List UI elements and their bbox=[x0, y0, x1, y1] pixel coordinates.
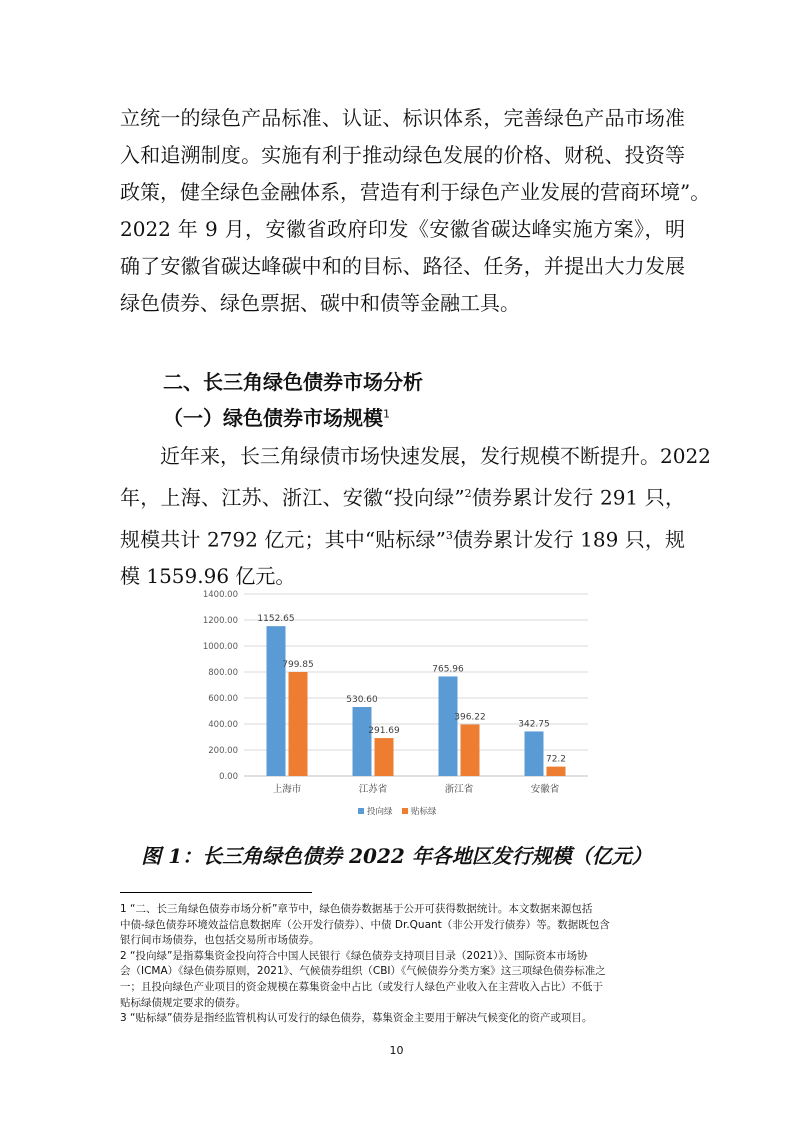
data-label: 342.75 bbox=[518, 719, 550, 730]
text-line: 立统一的绿色产品标准、认证、标识体系，完善绿色产品市场准 bbox=[120, 106, 685, 130]
bar-chart bbox=[200, 586, 595, 826]
body-paragraph-1 bbox=[120, 100, 711, 322]
text-line: 入和追溯制度。实施有利于推动绿色发展的价格、财税、投资等 bbox=[120, 143, 685, 167]
text-segment: 债券累计发行 189 只，规 bbox=[452, 527, 686, 552]
footnote-ref[interactable]: 2 bbox=[464, 487, 472, 500]
data-label: 291.69 bbox=[368, 726, 400, 737]
bar-series1 bbox=[525, 731, 544, 776]
data-label: 530.60 bbox=[346, 695, 378, 706]
footnote-line: 银行间市场债券，也包括交易所市场债券。 bbox=[120, 934, 320, 947]
footnote-line: 中债-绿色债券环境效益信息数据库（公开发行债券）、中债 Dr.Quant（非公开发行债券）等。数据既包含 bbox=[120, 918, 610, 931]
legend-swatch bbox=[402, 808, 408, 814]
text-line: 2022 年 9 月，安徽省政府印发《安徽省碳达峰实施方案》，明 bbox=[120, 217, 685, 241]
legend-swatch bbox=[358, 808, 364, 814]
data-label: 765.96 bbox=[432, 664, 464, 675]
text-segment: 债券累计发行 291 只， bbox=[471, 485, 685, 510]
footnote-ref[interactable]: 1 bbox=[383, 407, 390, 421]
footnote-line: 一；且投向绿色产业项目的资金规模在募集资金中占比（或发行人绿色产业收入在主营收入占比）不低于 bbox=[120, 980, 603, 993]
subsection-heading-text: （一）绿色债券市场规模 bbox=[163, 406, 383, 430]
footnote-ref[interactable]: 3 bbox=[445, 528, 453, 542]
data-label: 72.2 bbox=[545, 754, 567, 765]
text-line bbox=[120, 475, 685, 517]
y-tick-label: 600.00 bbox=[208, 694, 238, 704]
y-tick-label: 1400.00 bbox=[202, 590, 238, 600]
legend-label: 投向绿 bbox=[367, 807, 393, 817]
data-label: 396.22 bbox=[454, 712, 486, 723]
x-tick-label: 上海市 bbox=[272, 784, 302, 795]
text-segment: 规模共计 2792 亿元；其中“贴标绿” bbox=[120, 527, 446, 552]
data-label: 799.85 bbox=[282, 660, 314, 671]
bar-series2 bbox=[461, 724, 480, 776]
y-tick-label: 0.00 bbox=[219, 772, 238, 782]
text-line: 绿色债券、绿色票据、碳中和债等金融工具。 bbox=[120, 291, 520, 315]
bar-series1 bbox=[439, 676, 458, 776]
text-line: 政策，健全绿色金融体系，营造有利于绿色产业发展的营商环境”。 bbox=[120, 180, 711, 204]
footnote-line: 3 “贴标绿”债券是指经监管机构认可发行的绿色债券，募集资金主要用于解决气候变化的资产或项目。 bbox=[120, 1012, 593, 1025]
footnotes bbox=[120, 902, 675, 1027]
figure-caption: 图 1：长三角绿色债券 2022 年各地区发行规模（亿元） bbox=[141, 844, 652, 868]
section-heading: 二、长三角绿色债券市场分析 bbox=[163, 370, 423, 394]
body-paragraph-2 bbox=[120, 438, 711, 595]
y-tick-label: 1000.00 bbox=[202, 642, 238, 652]
y-tick-label: 1200.00 bbox=[202, 616, 238, 626]
footnote-line: 会（ICMA）《绿色债券原则，2021》、气候债券组织（CBI）《气候债券分类方案》这三项绿色债券标准之 bbox=[120, 965, 606, 978]
data-label: 1152.65 bbox=[257, 614, 295, 625]
y-tick-label: 800.00 bbox=[208, 668, 238, 678]
x-tick-label: 安徽省 bbox=[530, 784, 560, 795]
bar-series1 bbox=[267, 626, 286, 776]
text-line: 模 1559.96 亿元。 bbox=[120, 564, 296, 589]
bar-series2 bbox=[289, 672, 308, 776]
text-line: 确了安徽省碳达峰碳中和的目标、路径、任务，并提出大力发展 bbox=[120, 254, 685, 278]
footnote-line: 1 “二、长三角绿色债券市场分析”章节中，绿色债券数据基于公开可获得数据统计。本文数据来源包括 bbox=[120, 903, 593, 915]
text-line bbox=[120, 517, 685, 559]
subsection-heading bbox=[163, 402, 390, 431]
footnote-line: 贴标绿债规定要求的债券。 bbox=[120, 996, 246, 1009]
y-tick-label: 400.00 bbox=[208, 720, 238, 730]
y-tick-label: 200.00 bbox=[208, 746, 238, 756]
bar-chart-svg bbox=[200, 586, 595, 826]
legend-label: 贴标绿 bbox=[411, 807, 437, 817]
text-segment: 年，上海、江苏、浙江、安徽“投向绿” bbox=[120, 485, 465, 510]
footnote-line: 2 “投向绿”是指募集资金投向符合中国人民银行《绿色债券支持项目目录（2021）》、国际资本市场协 bbox=[120, 949, 588, 962]
footnote-divider bbox=[120, 892, 312, 893]
bar-series1 bbox=[353, 707, 372, 776]
text-line: 近年来，长三角绿债市场快速发展，发行规模不断提升。2022 bbox=[160, 444, 711, 468]
bar-series2 bbox=[547, 767, 566, 776]
bar-series2 bbox=[375, 738, 394, 776]
page-number: 10 bbox=[389, 1044, 404, 1057]
x-tick-label: 江苏省 bbox=[358, 784, 388, 795]
x-tick-label: 浙江省 bbox=[444, 784, 474, 795]
